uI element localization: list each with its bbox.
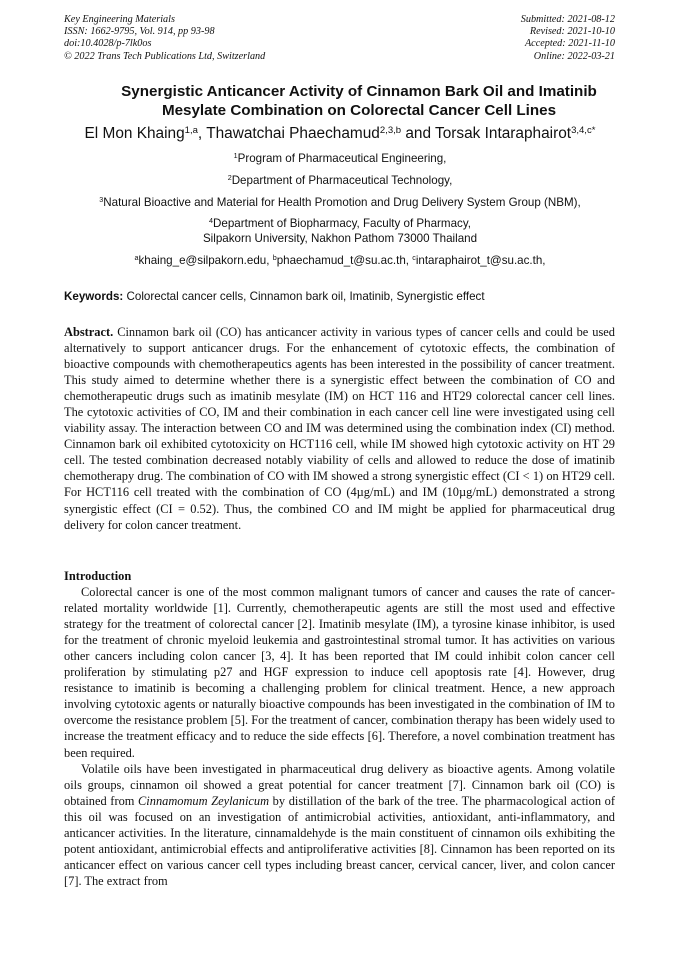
abstract-label: Abstract. (64, 325, 114, 339)
revised-date: Revised: 2021-10-10 (529, 26, 615, 38)
paper-title (70, 82, 648, 120)
paragraph-text: by distillation of the bark of the tree. The pharmacological action of this oil was focused on an investigation of antimicrobial activities, antioxidant, anti-inflammatory, and anticancer activities. In the literature, cinnamaldehyde is the main constituent of cinnamon oils exhibiting the potent antioxidant, antimicrobial effects and antiproliferative activities [8]. Cinnamon has been reported on its anticancer effect on various cancer cell types including breast cancer, cervical cancer, liver, and colon cancer [7]. The extract from (64, 793, 615, 888)
author-emails (30, 253, 650, 269)
keywords (64, 290, 485, 303)
keywords-label: Keywords: (64, 290, 124, 303)
title-line-1: Synergistic Anticancer Activity of Cinnamon Bark Oil and Imatinib (121, 83, 597, 100)
abstract-text: Cinnamon bark oil (CO) has anticancer activity in various types of cancer cells and could be used alternatively to support anticancer drugs. For the enhancement of cytotoxic effects, the combination of bioactive compounds with chemotherapeutics agents has been interested in the possibility of cancer treatment. This study aimed to determine whether there is a synergistic effect between the combination of CO and chemotherapeutic drugs such as imatinib mesylate (IM) on HCT 116 and HT29 colorectal cancer cell lines. The cytotoxic activities of CO, IM and their combination in each cancer cell line were investigated using cell viability assay. The interaction between CO and IM was determined using the combination index (CI) method. Cinnamon bark oil exhibited cytotoxicity on HCT116 cell, while IM showed high cytotoxic activity on HT 29 cell. The tested combination decreased notably viability of cells and allowed to reduce the dose of imatinib chemotherapy drug. The combination of CO with IM showed a strong synergistic effect (CI < 1) on HT29 cell. For HCT116 cell treated with the combination of CO (4µg/mL) and IM (10µg/mL) demonstrated a strong synergistic effect (CI = 0.52). Thus, the combined CO and IM might be applied for pharmaceutical drug delivery for colon cancer treatment. (64, 325, 615, 532)
copyright: © 2022 Trans Tech Publications Ltd, Switzerland (64, 50, 266, 62)
introduction-paragraph-1: Colorectal cancer is one of the most common malignant tumors of cancer and causes the rate of cancer-related mortality worldwide [1]. Currently, chemotherapeutic agents are still the most used and effective strategy for the treatment of colorectal cancer [2]. Imatinib mesylate (IM), a tyrosine kinase inhibitor, is used for the treatment of chronic myeloid leukemia and gastrointestinal stromal tumor. It has activities on various other cancers including colon cancer [3, 4]. It has been reported that IM could inhibit colon cancer cell proliferation by stimulating p27 and HGF expression to induce cell apoptosis rate [4]. However, drug resistance to imatinib is becoming a challenging problem for clinical treatment. Hence, a new approach involving cytotoxic agents or naturally bioactive compounds has been investigated in the combination of IM to overcome the resistance problem [5]. For the treatment of cancer, combination therapy has been widely used to increase the treatment efficacy and to reduce the side effects [6]. Therefore, a novel combination treatment has been required. (64, 585, 615, 760)
introduction-paragraph-2 (64, 761, 615, 889)
doi: doi:10.4028/p-7lk0os (64, 38, 152, 50)
affiliation-mark: 3 (99, 195, 104, 205)
author-separator: and (401, 125, 436, 142)
online-date: Online: 2022-03-21 (533, 50, 615, 62)
affiliation-mark: 1 (233, 151, 238, 161)
email-mark: b (272, 253, 277, 263)
journal-info (64, 14, 265, 63)
author-affiliation-mark: 2,3,b (379, 124, 402, 136)
author-name: El Mon Khaing (84, 125, 185, 142)
publication-dates (521, 14, 615, 63)
accepted-date: Accepted: 2021-11-10 (524, 38, 615, 50)
author-affiliation-mark: 1,a (184, 124, 198, 136)
author-affiliation-mark: 3,4,c* (571, 124, 596, 136)
introduction-heading: Introduction (64, 569, 132, 583)
email: khaing_e@silpakorn.edu, (138, 254, 273, 267)
university-address: Silpakorn University, Nakhon Pathom 73000 Thailand (202, 232, 478, 245)
email: intaraphairot_t@su.ac.th, (415, 254, 546, 267)
paragraph-text: Volatile oils have been investigated in pharmaceutical drug delivery as bioactive agents. Among volatile oils groups, cinnamon oil showed a great potential for cancer treatment [7]. Cinnamon bark oil (CO) is obtained from (64, 761, 615, 808)
affiliation-3 (30, 195, 650, 211)
author-list (40, 123, 640, 145)
author-name: Torsak Intaraphairot (435, 125, 572, 142)
author-separator: , (197, 125, 207, 142)
email-mark: c (412, 253, 416, 263)
email-mark: a (134, 253, 139, 263)
affiliation-1 (30, 151, 650, 167)
affiliation-mark: 4 (209, 216, 214, 226)
abstract (64, 324, 615, 533)
author-name: Thawatchai Phaechamud (206, 125, 380, 142)
keywords-text: Colorectal cancer cells, Cinnamon bark oil, Imatinib, Synergistic effect (123, 290, 485, 303)
affiliation-text: Department of Biopharmacy, Faculty of Pharmacy, (213, 217, 471, 230)
journal-name: Key Engineering Materials (64, 14, 175, 25)
email: phaechamud_t@su.ac.th, (276, 254, 413, 267)
species-name: Cinnamomum Zeylanicum (138, 793, 270, 808)
issn: ISSN: 1662-9795, Vol. 914, pp 93-98 (64, 26, 215, 38)
affiliation-mark: 2 (227, 173, 232, 183)
affiliation-text: Program of Pharmaceutical Engineering, (237, 152, 447, 165)
affiliation-2 (30, 173, 650, 189)
introduction-section (64, 568, 615, 889)
affiliation-text: Department of Pharmaceutical Technology, (231, 174, 453, 187)
title-line-2: Mesylate Combination on Colorectal Cancer Cell Lines (161, 102, 557, 119)
submitted-date: Submitted: 2021-08-12 (520, 14, 615, 25)
affiliation-text: Natural Bioactive and Material for Health Promotion and Drug Delivery System Group (NBM), (103, 196, 581, 209)
affiliation-4 (30, 216, 650, 232)
